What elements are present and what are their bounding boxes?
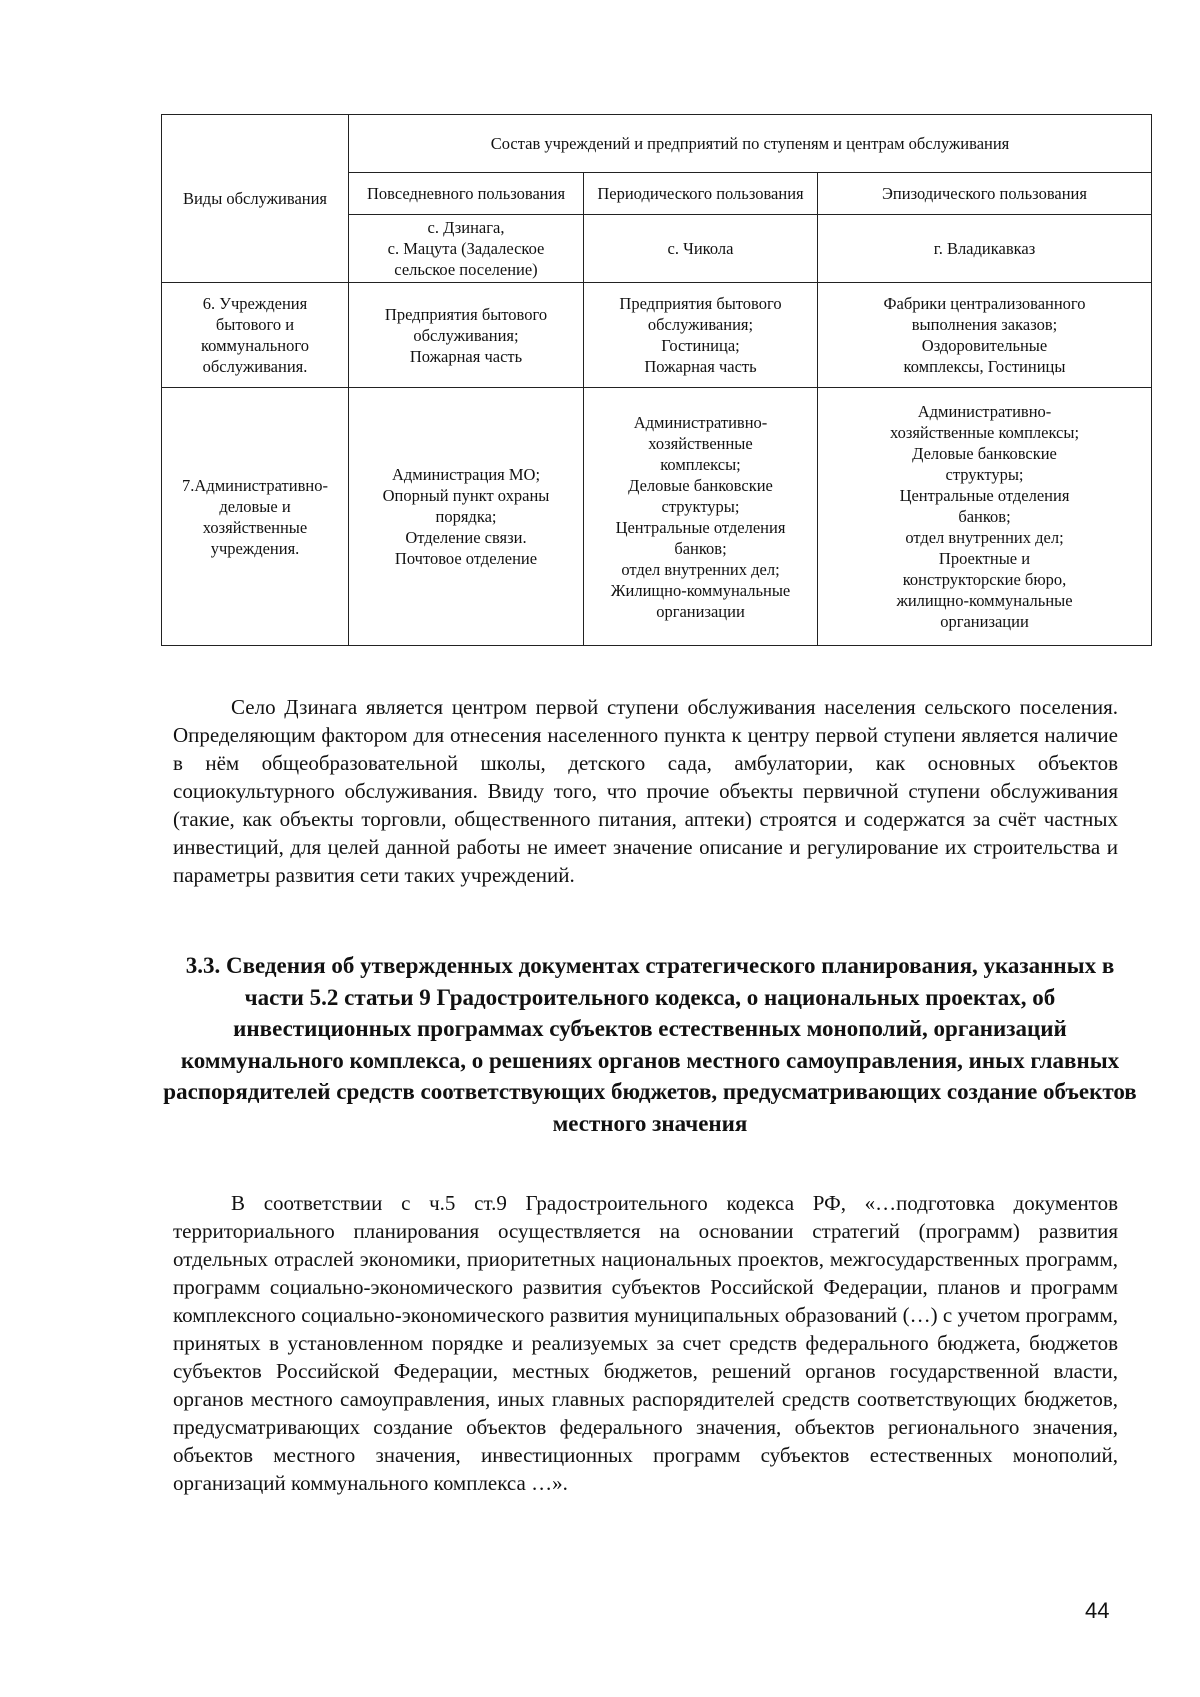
body-paragraph: Село Дзинага является центром первой ступени обслуживания населения сельского поселения. Определяющим фактором для отнесения населенного пункта к центру первой ступени является наличие в нём общеобразовательной школы, детского сада, амбулатории, как основных объектов социокультурного обслуживания. Ввиду того, что прочие объекты первичной ступени обслуживания (такие, как объекты торговли, общественного питания, аптеки) строятся и содержатся за счёт частных инвестиций, для целей данной работы не имеет значение описание и регулирование их строительства и параметры развития сети таких учреждений. — [173, 695, 1118, 887]
table-cell: Предприятия бытового обслуживания; Гостиница; Пожарная часть — [584, 283, 818, 388]
header-group-title: Состав учреждений и предприятий по ступеням и центрам обслуживания — [349, 115, 1152, 173]
header-row-label: Виды обслуживания — [162, 115, 349, 283]
table-cell: Администрация МО; Опорный пункт охраны порядка; Отделение связи. Почтовое отделение — [349, 388, 584, 646]
table-row — [162, 388, 1152, 646]
header-location-daily: с. Дзинага, с. Мацута (Задалеское сельское поселение) — [349, 215, 584, 283]
section-heading: 3.3. Сведения об утвержденных документах стратегического планирования, указанных в части 5.2 статьи 9 Градостроительного кодекса, о национальных проектах, об инвестиционных программах субъектов естественных монополий, организаций коммунального комплекса, о решениях органов местного самоуправления, иных главных распорядителей средств соответствующих бюджетов, предусматривающих создание объектов местного значения — [163, 953, 1137, 1136]
row-label: 6. Учреждения бытового и коммунального обслуживания. — [162, 283, 349, 388]
services-table — [161, 114, 1152, 646]
header-column-periodic: Периодического пользования — [584, 173, 818, 215]
header-location-episodic: г. Владикавказ — [818, 215, 1152, 283]
table-cell: Административно- хозяйственные комплексы; Деловые банковские структуры; Центральные отделения банков; отдел внутренних дел; Проектные и конструкторские бюро, жилищно-коммунальные организации — [818, 388, 1152, 646]
table-row — [162, 283, 1152, 388]
body-paragraph: В соответствии с ч.5 ст.9 Градостроительного кодекса РФ, «…подготовка документов территориального планирования осуществляется на основании стратегий (программ) развития отдельных отраслей экономики, приоритетных национальных проектов, межгосударственных программ, программ социально-экономического развития субъектов Российской Федерации, планов и программ комплексного социально-экономического развития муниципальных образований (…) с учетом программ, принятых в установленном порядке и реализуемых за счет средств федерального бюджета, бюджетов субъектов Российской Федерации, местных бюджетов, решений органов государственной власти, органов местного самоуправления, иных главных распорядителей средств соответствующих бюджетов, предусматривающих создание объектов федерального значения, объектов регионального значения, объектов местного значения, инвестиционных программ субъектов естественных монополий, организаций коммунального комплекса …». — [173, 1191, 1118, 1495]
table-cell: Административно- хозяйственные комплексы; Деловые банковские структуры; Центральные отделения банков; отдел внутренних дел; Жилищно-коммунальные организации — [584, 388, 818, 646]
header-column-episodic: Эпизодического пользования — [818, 173, 1152, 215]
page-number: 44 — [1085, 1598, 1110, 1623]
table-cell: Предприятия бытового обслуживания; Пожарная часть — [349, 283, 584, 388]
row-label: 7.Административно- деловые и хозяйственные учреждения. — [162, 388, 349, 646]
header-location-periodic: с. Чикола — [584, 215, 818, 283]
header-column-daily: Повседневного пользования — [349, 173, 584, 215]
table-cell: Фабрики централизованного выполнения заказов; Оздоровительные комплексы, Гостиницы — [818, 283, 1152, 388]
